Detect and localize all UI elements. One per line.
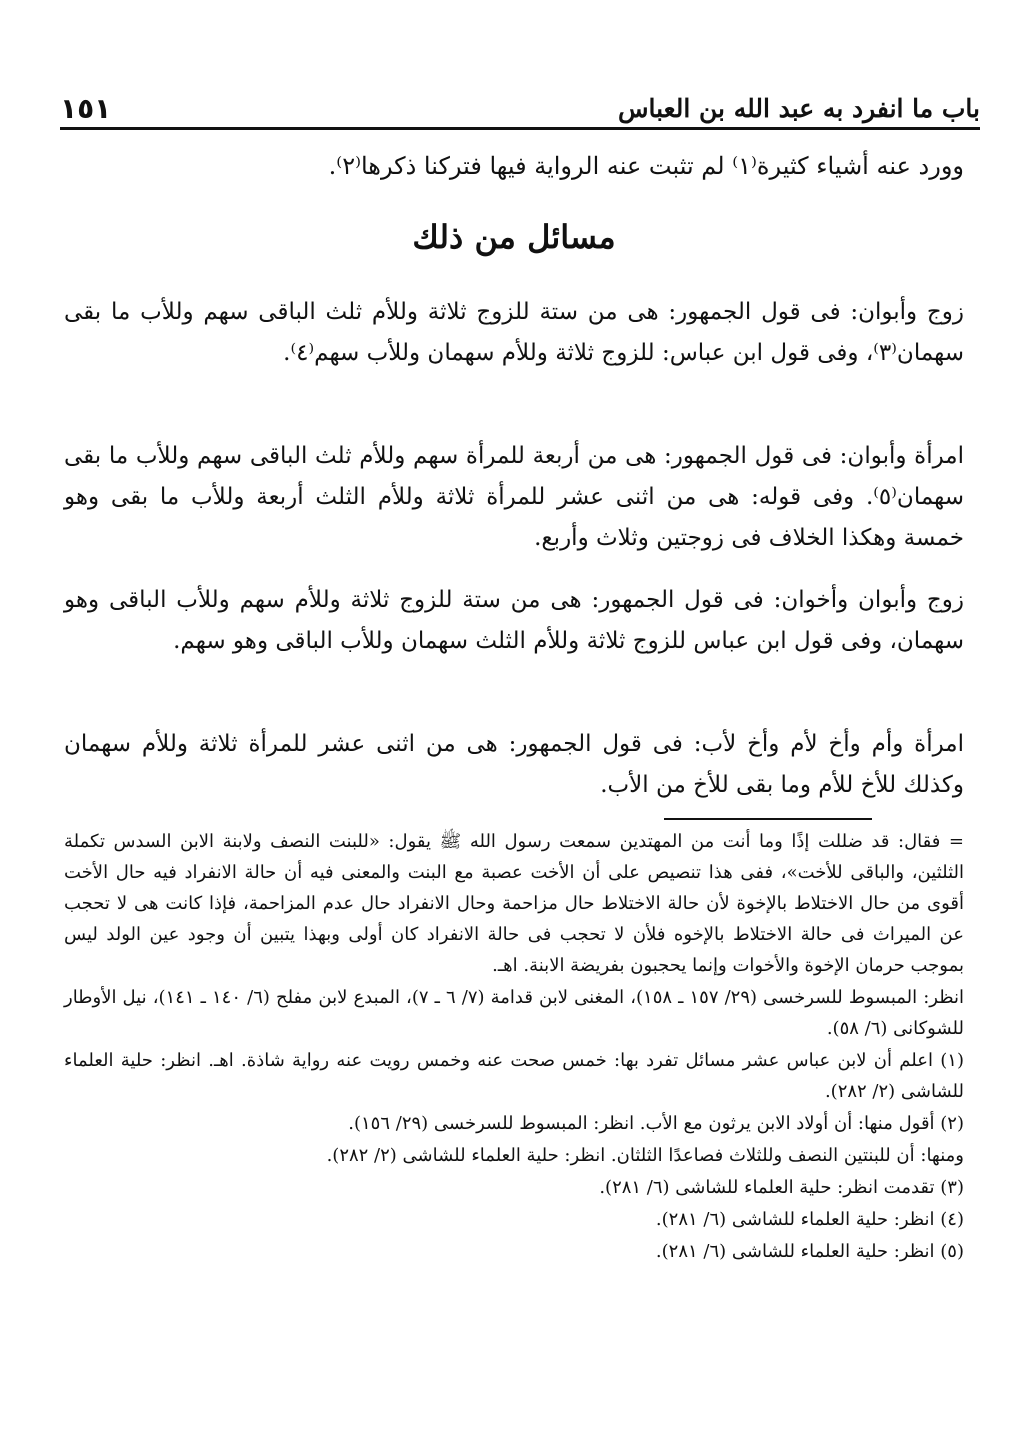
footnote-3: (٣) تقدمت انظر: حلية العلماء للشاشى (٦/ ٢٨١). — [599, 1177, 964, 1198]
paragraph-3: زوج وأبوان وأخوان: فى قول الجمهور: هى من ستة للزوج ثلاثة وللأم سهم وللأب الباقى وهو سهمان، وفى قول ابن عباس للزوج ثلاثة وللأم الثلث سهمان وللأب الباقى وهو سهم. — [64, 587, 964, 654]
section-heading: مسائل من ذلك — [412, 218, 616, 256]
paragraph-1: زوج وأبوان: فى قول الجمهور: هى من ستة للزوج ثلاثة وللأم ثلث الباقى سهم وللأب ما بقى سهمان⁽٣⁾، وفى قول ابن عباس: للزوج ثلاثة وللأم سهمان وللأب سهم⁽٤⁾. — [64, 299, 964, 366]
footnote-2: (٢) أقول منها: أن أولاد الابن يرثون مع الأب. انظر: المبسوط للسرخسى (٢٩/ ١٥٦). — [348, 1113, 964, 1134]
chapter-title: باب ما انفرد به عبد الله بن العباس — [618, 93, 980, 123]
page-number: ١٥١ — [60, 91, 112, 125]
header-rule — [60, 127, 980, 130]
footnote-2-continued: ومنها: أن للبنتين النصف وللثلاث فصاعدًا الثلثان. انظر: حلية العلماء للشاشى (٢/ ٢٨٢). — [326, 1145, 964, 1166]
footnote-continuation-refs: انظر: المبسوط للسرخسى (٢٩/ ١٥٧ ـ ١٥٨)، المغنى لابن قدامة (٧/ ٦ ـ ٧)، المبدع لابن مفلح (٦/ ١٤٠ ـ ١٤١)، نيل الأوطار للشوكانى (٦/ ٥٨). — [64, 987, 965, 1039]
footnote-1: (١) اعلم أن لابن عباس عشر مسائل تفرد بها: خمس صحت عنه وخمس رويت عنه رواية شاذة. اهـ. انظر: حلية العلماء للشاشى (٢/ ٢٨٢). — [64, 1050, 964, 1102]
footnote-5: (٥) انظر: حلية العلماء للشاشى (٦/ ٢٨١). — [655, 1241, 964, 1262]
intro-line: وورد عنه أشياء كثيرة⁽١⁾ لم تثبت عنه الرواية فيها فتركنا ذكرها⁽٢⁾. — [328, 152, 964, 180]
footnote-continuation: = فقال: قد ضللت إذًا وما أنت من المهتدين سمعت رسول الله ﷺ يقول: «للبنت النصف ولابنة الابن السدس تكملة الثلثين، والباقى للأخت»، ففى هذا تنصيص على أن الأخت عصبة مع البنت والمعنى فيه أن حالة الانفراد فيه حال الأخت أقوى من حال الاختلاط بالإخوة لأن حالة الاختلاط حال مزاحمة وحال الانفراد حال عدم المزاحمة، فإذا كانت هى لا تحجب عن الميراث فى حالة الاختلاط بالإخوه فلأن لا تحجب فى حالة الانفراد كان أولى وبهذا يتبين أن وجود عين الولد ليس بموجب حرمان الإخوة والأخوات وإنما يحجبون بفريضة الابنة. اهـ. — [64, 831, 964, 976]
footnote-4: (٤) انظر: حلية العلماء للشاشى (٦/ ٢٨١). — [655, 1209, 964, 1230]
footnotes — [64, 826, 964, 1268]
footnote-separator — [664, 818, 872, 820]
paragraph-4: امرأة وأم وأخ لأم وأخ لأب: فى قول الجمهور: هى من اثنى عشر للمرأة ثلاثة وللأم سهمان وكذلك للأخ للأم وما بقى للأخ من الأب. — [64, 731, 964, 798]
paragraph-2: امرأة وأبوان: فى قول الجمهور: هى من أربعة للمرأة سهم وللأم ثلث الباقى سهم وللأب ما بقى سهمان⁽٥⁾. وفى قوله: هى من اثنى عشر للمرأة ثلاثة وللأم الثلث أربعة وللأب ما بقى وهو خمسة وهكذا الخلاف فى زوجتين وثلاث وأربع. — [64, 443, 964, 551]
running-header — [60, 88, 980, 128]
